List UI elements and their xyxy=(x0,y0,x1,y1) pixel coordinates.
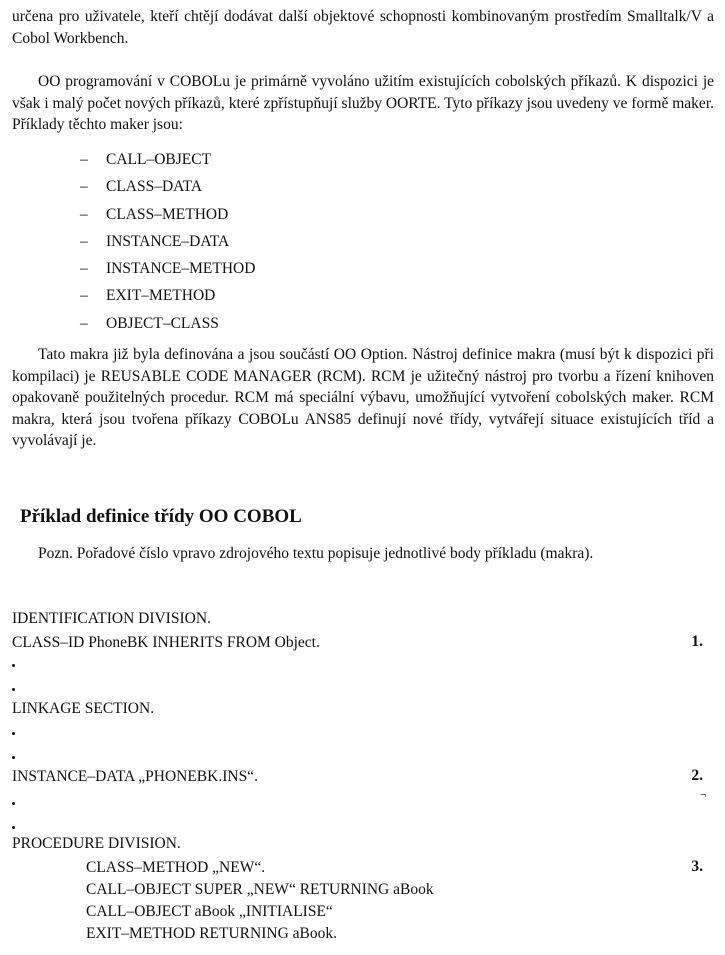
paragraph-oo-programming: OO programování v COBOLu je primárně vyvoláno užitím existujících cobolských příkazů. K dispozici je však i malý počet nových příkazů, které zpřístupňují služby OORTE. Tyto příkazy jsou uvedeny ve formě maker. Příklady těchto maker jsou: xyxy=(12,73,714,133)
list-item: – CALL–OBJECT xyxy=(80,151,212,168)
ellipsis-dot xyxy=(12,802,15,805)
code-line: INSTANCE–DATA „PHONEBK.INS“. xyxy=(12,768,258,785)
list-item: – INSTANCE–METHOD xyxy=(80,260,256,278)
ellipsis-dot xyxy=(12,826,15,829)
ellipsis-dot xyxy=(12,688,15,691)
example-number: 2. xyxy=(691,767,703,784)
section-heading: Příklad definice třídy OO COBOL xyxy=(20,506,302,527)
code-line: PROCEDURE DIVISION. xyxy=(12,835,181,852)
code-line: CALL–OBJECT aBook „INITIALISE“ xyxy=(86,903,333,920)
code-line: CLASS–METHOD „NEW“. xyxy=(86,859,266,876)
scan-mark: ¬ xyxy=(700,789,707,801)
code-line: EXIT–METHOD RETURNING aBook. xyxy=(86,925,337,942)
paragraph-macros: Tato makra již byla definována a jsou součástí OO Option. Nástroj definice makra (musí být k dispozici při kompilaci) je REUSABLE CODE MANAGER (RCM). RCM je užitečný nástroj pro tvorbu a řízení knihoven opakovaně použitelných procedur. RCM má speciální výbavu, umožňující vytvoření cobolských maker. RCM makra, která jsou tvořena příkazy COBOLu ANS85 definují nové třídy, vytvářejí situace existujících tříd a vyvolávají je. xyxy=(12,346,714,449)
ellipsis-dot xyxy=(12,756,15,759)
list-item: – INSTANCE–DATA xyxy=(80,232,230,250)
list-item: – EXIT–METHOD xyxy=(80,287,216,305)
code-line: CALL–OBJECT SUPER „NEW“ RETURNING aBook xyxy=(86,881,434,898)
macro-list xyxy=(80,146,255,337)
code-line: IDENTIFICATION DIVISION. xyxy=(12,610,211,627)
list-item: – CLASS–DATA xyxy=(80,178,203,196)
ellipsis-dot xyxy=(12,664,15,667)
paragraph-intro: určena pro uživatele, kteří chtějí dodávat další objektové schopnosti kombinovaným prostředím Smalltalk/V a Cobol Workbench. xyxy=(12,8,714,47)
code-line: LINKAGE SECTION. xyxy=(12,700,155,717)
example-number: 3. xyxy=(691,858,703,875)
example-number: 1. xyxy=(691,633,703,650)
list-item: – OBJECT–CLASS xyxy=(80,314,219,332)
code-line: CLASS–ID PhoneBK INHERITS FROM Object. xyxy=(12,634,320,651)
paragraph-note: Pozn. Pořadové číslo vpravo zdrojového textu popisuje jednotlivé body příkladu (makra). xyxy=(38,545,594,562)
ellipsis-dot xyxy=(12,732,15,735)
list-item: – CLASS–METHOD xyxy=(80,205,229,223)
